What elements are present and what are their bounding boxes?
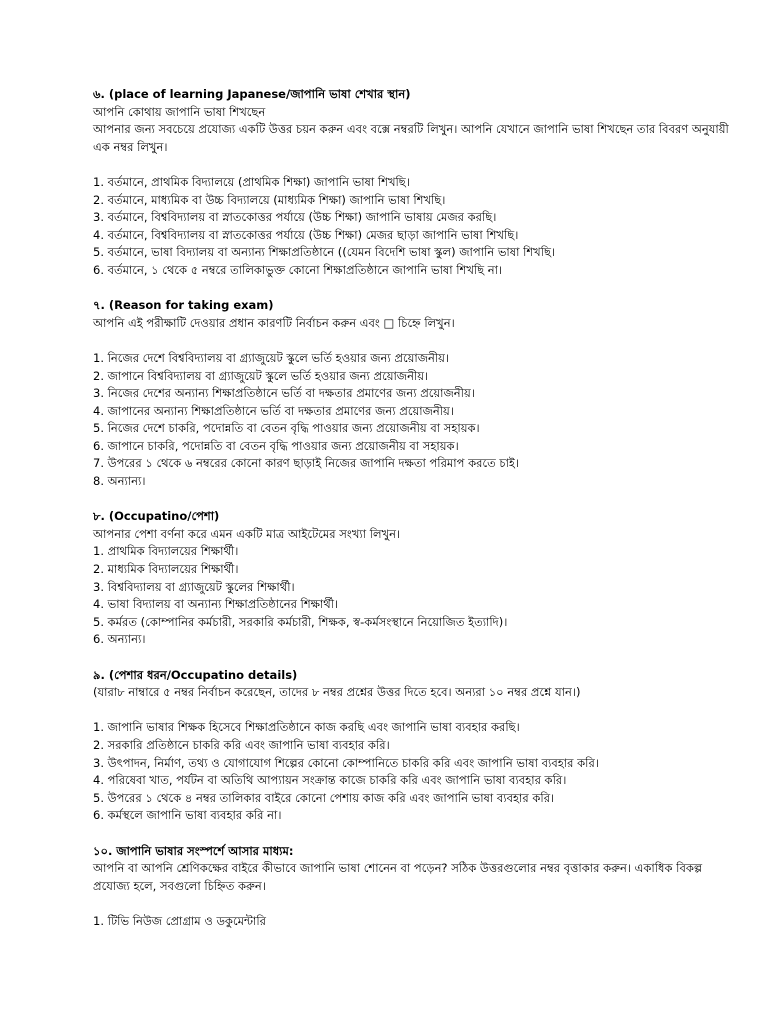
question-6-title — [93, 86, 733, 104]
question-6 — [93, 86, 733, 280]
option-item: 4. বর্তমানে, বিশ্ববিদ্যালয় বা স্নাতকোত্তর পর্যায়ে (উচ্চ শিক্ষা) মেজর ছাড়া জাপানি ভাষা শিখছি। — [93, 227, 519, 242]
option-item: 1. প্রাথমিক বিদ্যালয়ের শিক্ষার্থী। — [93, 544, 239, 559]
question-8-title — [93, 508, 733, 526]
question-8 — [93, 508, 733, 649]
question-7-options — [93, 350, 733, 491]
question-9-options — [93, 719, 733, 825]
option-item: 6. বর্তমানে, ১ থেকে ৫ নম্বরে তালিকাভুক্ত কোনো শিক্ষাপ্রতিষ্ঠানে জাপানি ভাষা শিখছি না। — [93, 262, 503, 277]
question-6-options — [93, 174, 733, 280]
option-item: 1. জাপানি ভাষার শিক্ষক হিসেবে শিক্ষাপ্রতিষ্ঠানে কাজ করছি এবং জাপানি ভাষা ব্যবহার করছি। — [93, 720, 520, 735]
question-7-title-en: (Reason for taking exam) — [108, 298, 274, 313]
question-6-subtitle: আপনি কোথায় জাপানি ভাষা শিখছেন — [93, 104, 266, 119]
option-item: 2. বর্তমানে, মাধ্যমিক বা উচ্চ বিদ্যালয়ে (মাধ্যমিক শিক্ষা) জাপানি ভাষা শিখছি। — [93, 192, 446, 207]
option-item: 5. কর্মরত (কোম্পানির কর্মচারী, সরকারি কর্মচারী, শিক্ষক, স্ব-কর্মসংস্থানে নিয়োজিত ইত্যাদি)। — [93, 614, 508, 629]
question-7 — [93, 297, 733, 491]
question-7-number: ৭. — [93, 298, 105, 313]
option-item: 2. জাপানে বিশ্ববিদ্যালয় বা গ্র্যাজুয়েট স্কুলে ভর্তি হওয়ার জন্য প্রয়োজনীয়। — [93, 368, 429, 383]
option-item: 4. ভাষা বিদ্যালয় বা অন্যান্য শিক্ষাপ্রতিষ্ঠানের শিক্ষার্থী। — [93, 597, 339, 612]
option-item: 1. বর্তমানে, প্রাথমিক বিদ্যালয়ে (প্রাথমিক শিক্ষা) জাপানি ভাষা শিখছি। — [93, 174, 410, 189]
option-item: 1. নিজের দেশে বিশ্ববিদ্যালয় বা গ্র্যাজুয়েট স্কুলে ভর্তি হওয়ার জন্য প্রয়োজনীয়। — [93, 350, 450, 365]
question-9-number: ৯. — [93, 667, 105, 682]
question-10 — [93, 843, 733, 931]
question-8-number: ৮. — [93, 509, 105, 524]
option-item: 3. বর্তমানে, বিশ্ববিদ্যালয় বা স্নাতকোত্তর পর্যায়ে (উচ্চ শিক্ষা) জাপানি ভাষায় মেজর করছি। — [93, 210, 497, 225]
question-9-instruction: (যারা৮ নাম্বারে ৫ নম্বর নির্বাচন করেছেন, তাদের ৮ নম্বর প্রশ্নের উত্তর দিতে হবে। অন্যরা ১০ নম্বর প্রশ্নে যান।) — [93, 685, 581, 700]
option-item: 7. উপরের ১ থেকে ৬ নম্বরের কোনো কারণ ছাড়াই নিজের জাপানি দক্ষতা পরিমাপ করতে চাই। — [93, 456, 520, 471]
option-item: 6. অন্যান্য। — [93, 632, 146, 647]
option-item: 3. নিজের দেশের অন্যান্য শিক্ষাপ্রতিষ্ঠানে ভর্তি বা দক্ষতার প্রমাণের জন্য প্রয়োজনীয়। — [93, 386, 475, 401]
question-9-title — [93, 667, 733, 685]
question-7-instruction: আপনি এই পরীক্ষাটি দেওয়ার প্রধান কারণটি নির্বাচন করুন এবং □ চিহ্নে লিখুন। — [93, 315, 455, 330]
question-6-number: ৬. — [93, 87, 105, 101]
document-page — [93, 86, 733, 931]
option-item: 4. পরিষেবা খাত, পর্যটন বা অতিথি আপ্যায়ন সংক্রান্ত কাজে চাকরি করি এবং জাপানি ভাষা ব্যবহার করি। — [93, 773, 567, 788]
option-item: 2. সরকারি প্রতিষ্ঠানে চাকরি করি এবং জাপানি ভাষা ব্যবহার করি। — [93, 737, 390, 752]
question-6-title-bn: জাপানি ভাষা শেখার স্থান) — [290, 87, 411, 101]
option-item: 3. বিশ্ববিদ্যালয় বা গ্র্যাজুয়েট স্কুলের শিক্ষার্থী। — [93, 579, 295, 594]
option-item: 5. বর্তমানে, ভাষা বিদ্যালয় বা অন্যান্য শিক্ষাপ্রতিষ্ঠানে ((যেমন বিদেশি ভাষা স্কুল) জাপানি ভাষা শিখছি। — [93, 245, 556, 260]
option-item: 6. কর্মস্থলে জাপানি ভাষা ব্যবহার করি না। — [93, 808, 282, 823]
question-8-instruction: আপনার পেশা বর্ণনা করে এমন একটি মাত্র আইটেমের সংখ্যা লিখুন। — [93, 526, 401, 541]
question-7-title — [93, 297, 733, 315]
option-item: 6. জাপানে চাকরি, পদোন্নতি বা বেতন বৃদ্ধি পাওয়ার জন্য প্রয়োজনীয় বা সহায়ক। — [93, 438, 459, 453]
question-10-title: ১০. জাপানি ভাষার সংস্পর্শে আসার মাধ্যম: — [93, 843, 294, 858]
question-8-options — [93, 543, 733, 649]
question-9 — [93, 667, 733, 825]
option-item: 5. উপরের ১ থেকে ৪ নম্বর তালিকার বাইরে কোনো পেশায় কাজ করি এবং জাপানি ভাষা ব্যবহার করি। — [93, 790, 555, 805]
question-8-title-en: (Occupatino/ — [108, 509, 192, 524]
option-item: 4. জাপানের অন্যান্য শিক্ষাপ্রতিষ্ঠানে ভর্তি বা দক্ষতার প্রমাণের জন্য প্রয়োজনীয়। — [93, 403, 454, 418]
option-item: 1. টিভি নিউজ প্রোগ্রাম ও ডকুমেন্টারি — [93, 913, 266, 928]
question-9-title-bn: (পেশার ধরন/ — [108, 667, 171, 682]
question-10-options — [93, 913, 733, 931]
question-6-title-en: (place of learning Japanese/ — [108, 87, 291, 101]
option-item: 5. নিজের দেশে চাকরি, পদোন্নতি বা বেতন বৃদ্ধি পাওয়ার জন্য প্রয়োজনীয় বা সহায়ক। — [93, 421, 480, 436]
option-item: 3. উৎপাদন, নির্মাণ, তথ্য ও যোগাযোগ শিল্পের কোনো কোম্পানিতে চাকরি করি এবং জাপানি ভাষা ব্যবহার করি। — [93, 755, 599, 770]
option-item: 2. মাধ্যমিক বিদ্যালয়ের শিক্ষার্থী। — [93, 562, 239, 577]
question-6-instruction: আপনার জন্য সবচেয়ে প্রযোজ্য একটি উত্তর চয়ন করুন এবং বক্সে নম্বরটি লিখুন। আপনি যেখানে জাপানি ভাষা শিখছেন তার বিবরণ অনুযায়ী এক নম্বর লিখুন। — [93, 122, 729, 154]
question-8-title-bn: পেশা) — [191, 509, 220, 524]
question-10-instruction: আপনি বা আপনি শ্রেণিকক্ষের বাইরে কীভাবে জাপানি ভাষা শোনেন বা পড়েন? সঠিক উত্তরগুলোর নম্বর বৃত্তাকার করুন। একাধিক বিকল্প প্রযোজ্য হলে, সবগুলো চিহ্নিত করুন। — [93, 861, 703, 893]
question-9-title-en: Occupatino details) — [170, 667, 298, 682]
option-item: 8. অন্যান্য। — [93, 474, 146, 489]
